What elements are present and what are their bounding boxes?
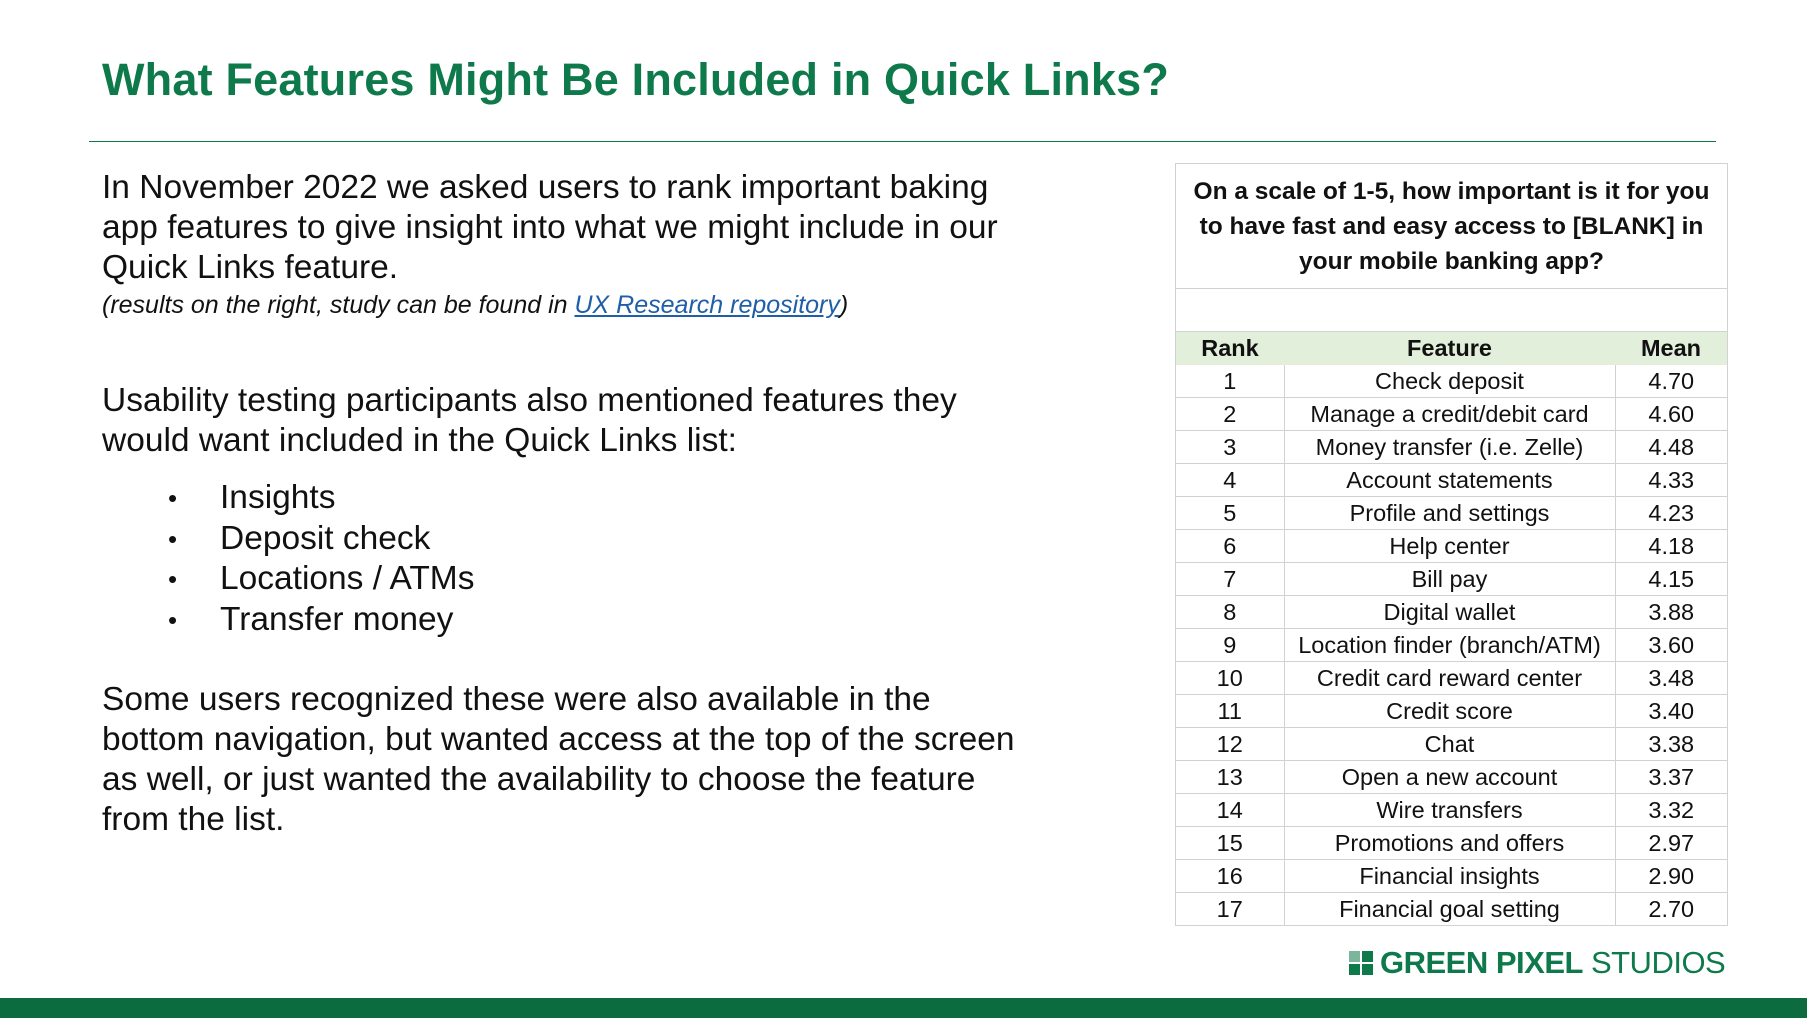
table-row <box>1176 827 1727 860</box>
mean-cell: 4.23 <box>1615 497 1727 530</box>
mean-cell: 3.38 <box>1615 728 1727 761</box>
rank-cell: 15 <box>1176 827 1284 860</box>
mean-cell: 4.48 <box>1615 431 1727 464</box>
bullet-text: Locations / ATMs <box>220 560 475 597</box>
table-row <box>1176 629 1727 662</box>
slide-title: What Features Might Be Included in Quick Links? <box>102 54 1170 105</box>
table-row <box>1176 365 1727 398</box>
bullet-text: Deposit check <box>220 519 431 557</box>
feature-cell: Chat <box>1284 728 1615 761</box>
usability-paragraph: Usability testing participants also mentioned features they would want included in the Quick Links list: <box>102 382 957 459</box>
intro-block <box>102 168 1032 322</box>
mean-cell: 2.90 <box>1615 860 1727 893</box>
feature-cell: Money transfer (i.e. Zelle) <box>1284 431 1615 464</box>
mean-cell: 2.70 <box>1615 893 1727 926</box>
mean-cell: 4.70 <box>1615 365 1727 398</box>
feature-cell: Credit card reward center <box>1284 662 1615 695</box>
survey-results-table <box>1175 163 1728 926</box>
logo-studio-text: STUDIOS <box>1590 945 1726 980</box>
bullet-icon <box>168 559 220 600</box>
title-divider <box>89 141 1716 142</box>
rank-header: Rank <box>1176 332 1284 365</box>
feature-cell: Help center <box>1284 530 1615 563</box>
table-row <box>1176 662 1727 695</box>
table-header-row <box>1176 332 1727 365</box>
feature-cell: Bill pay <box>1284 563 1615 596</box>
rank-cell: 4 <box>1176 464 1284 497</box>
feature-cell: Check deposit <box>1284 365 1615 398</box>
feature-cell: Manage a credit/debit card <box>1284 398 1615 431</box>
green-pixel-studios-logo <box>1349 945 1725 981</box>
table-row <box>1176 761 1727 794</box>
ux-research-repository-link[interactable]: UX Research repository <box>574 291 840 319</box>
rank-cell: 16 <box>1176 860 1284 893</box>
rank-cell: 5 <box>1176 497 1284 530</box>
rank-cell: 8 <box>1176 596 1284 629</box>
feature-cell: Account statements <box>1284 464 1615 497</box>
rank-cell: 12 <box>1176 728 1284 761</box>
bullet-icon <box>168 478 220 519</box>
rank-cell: 3 <box>1176 431 1284 464</box>
rank-cell: 13 <box>1176 761 1284 794</box>
ranking-table <box>1176 332 1727 926</box>
mean-cell: 3.60 <box>1615 629 1727 662</box>
table-row <box>1176 860 1727 893</box>
table-spacer-row <box>1176 289 1727 332</box>
mean-cell: 4.15 <box>1615 563 1727 596</box>
table-row <box>1176 464 1727 497</box>
table-row <box>1176 794 1727 827</box>
rank-cell: 14 <box>1176 794 1284 827</box>
table-row <box>1176 695 1727 728</box>
green-squares-icon <box>1349 951 1373 975</box>
mean-cell: 3.40 <box>1615 695 1727 728</box>
intro-paragraph: In November 2022 we asked users to rank important baking app features to give insight into what we might include in our Quick Links feature. <box>102 169 998 286</box>
rank-cell: 2 <box>1176 398 1284 431</box>
table-row <box>1176 497 1727 530</box>
feature-cell: Profile and settings <box>1284 497 1615 530</box>
feature-cell: Wire transfers <box>1284 794 1615 827</box>
feature-cell: Location finder (branch/ATM) <box>1284 629 1615 662</box>
mean-cell: 4.33 <box>1615 464 1727 497</box>
feature-bullet-list <box>168 478 474 640</box>
table-row <box>1176 596 1727 629</box>
rank-cell: 17 <box>1176 893 1284 926</box>
rank-cell: 6 <box>1176 530 1284 563</box>
mean-header: Mean <box>1615 332 1727 365</box>
bullet-item <box>168 519 474 560</box>
feature-cell: Digital wallet <box>1284 596 1615 629</box>
closing-paragraph: Some users recognized these were also available in the bottom navigation, but wanted access at the top of the screen as well, or just wanted the availability to choose the feature from the list. <box>102 681 1015 838</box>
footer-bar <box>0 998 1807 1018</box>
bullet-text: Insights <box>220 479 336 516</box>
mean-cell: 3.37 <box>1615 761 1727 794</box>
table-row <box>1176 563 1727 596</box>
mean-cell: 3.48 <box>1615 662 1727 695</box>
rank-cell: 11 <box>1176 695 1284 728</box>
bullet-item <box>168 478 474 519</box>
bullet-item <box>168 559 474 600</box>
mean-cell: 3.32 <box>1615 794 1727 827</box>
table-row <box>1176 893 1727 926</box>
feature-cell: Promotions and offers <box>1284 827 1615 860</box>
table-row <box>1176 728 1727 761</box>
mean-cell: 4.18 <box>1615 530 1727 563</box>
results-note-prefix: (results on the right, study can be found in <box>102 291 575 319</box>
table-row <box>1176 398 1727 431</box>
table-row <box>1176 530 1727 563</box>
results-note-suffix: ) <box>839 291 849 319</box>
table-row <box>1176 431 1727 464</box>
bullet-item <box>168 600 474 641</box>
mean-cell: 4.60 <box>1615 398 1727 431</box>
feature-cell: Open a new account <box>1284 761 1615 794</box>
mean-cell: 3.88 <box>1615 596 1727 629</box>
rank-cell: 7 <box>1176 563 1284 596</box>
rank-cell: 10 <box>1176 662 1284 695</box>
feature-cell: Credit score <box>1284 695 1615 728</box>
bullet-icon <box>168 519 220 560</box>
bullet-icon <box>168 600 220 641</box>
bullet-text: Transfer money <box>220 600 454 638</box>
mean-cell: 2.97 <box>1615 827 1727 860</box>
feature-cell: Financial insights <box>1284 860 1615 893</box>
survey-question: On a scale of 1-5, how important is it for you to have fast and easy access to [BLANK] in your mobile banking app? <box>1176 164 1727 289</box>
feature-header: Feature <box>1284 332 1615 365</box>
logo-brand-text: GREEN PIXEL <box>1380 945 1583 980</box>
results-note <box>102 288 1032 322</box>
rank-cell: 1 <box>1176 365 1284 398</box>
feature-cell: Financial goal setting <box>1284 893 1615 926</box>
rank-cell: 9 <box>1176 629 1284 662</box>
